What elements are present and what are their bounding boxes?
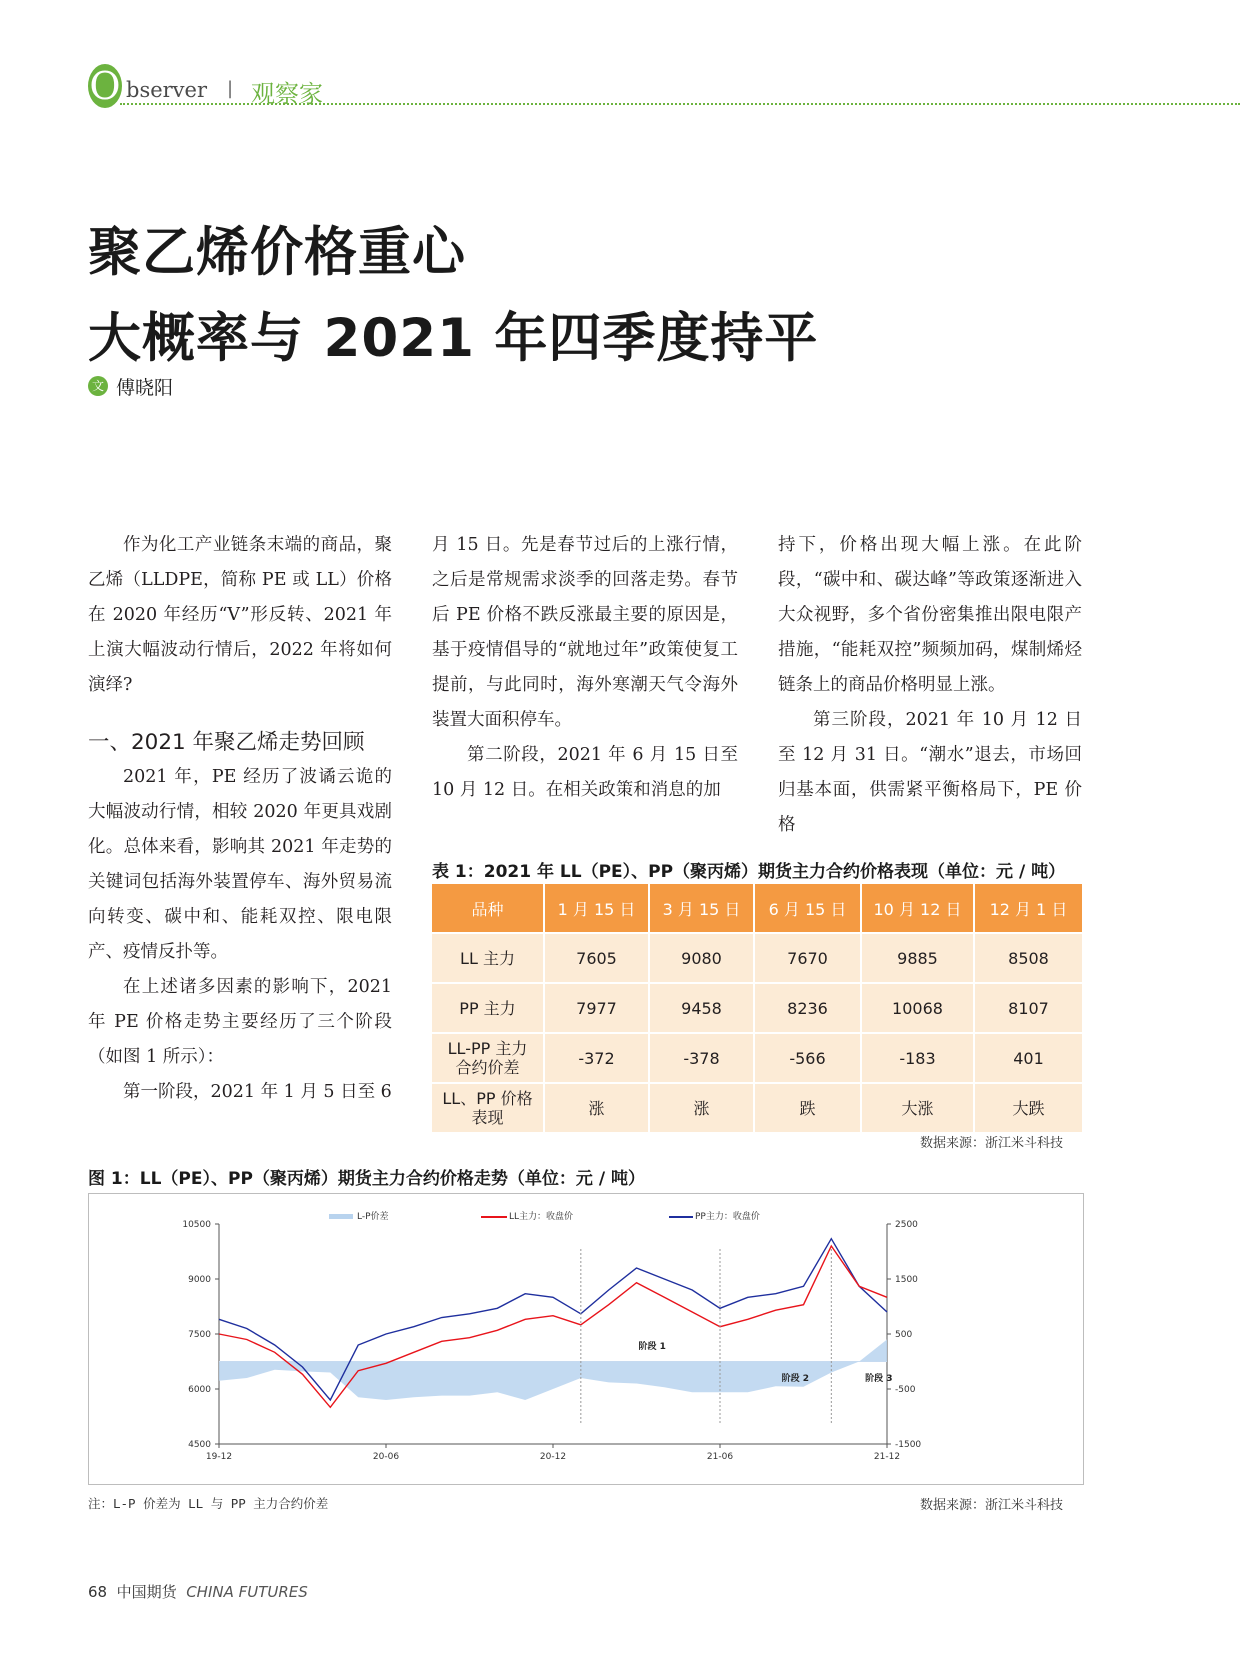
y-left-tick-label: 4500 <box>188 1440 211 1450</box>
y-right-tick-label: -500 <box>895 1385 916 1395</box>
table-cell: 涨 <box>544 1083 649 1132</box>
article-title-line1: 聚乙烯价格重心 <box>88 222 466 283</box>
paragraph: 作为化工产业链条末端的商品，聚乙烯（LLDPE，简称 PE 或 LL）价格在 2020 年经历“V”形反转、2021 年上演大幅波动行情后，2022 年将如何演绎? <box>88 535 392 695</box>
table-source: 数据来源：浙江米斗科技 <box>920 1136 1064 1151</box>
table-header-cell: 品种 <box>432 884 544 933</box>
text-column-3 <box>778 528 1082 843</box>
table-header-cell: 10 月 12 日 <box>861 884 974 933</box>
text-column-2 <box>432 528 738 808</box>
table-row <box>432 1083 1082 1132</box>
table-cell: 8508 <box>974 933 1082 983</box>
table-cell: 10068 <box>861 983 974 1033</box>
text-column-1 <box>88 528 392 1110</box>
table-caption: 表 1：2021 年 LL（PE）、PP（聚丙烯）期货主力合约价格表现（单位：元 / 吨） <box>432 862 1066 882</box>
author-name: 傅晓阳 <box>116 377 174 399</box>
table-cell: LL-PP 主力合约价差 <box>432 1033 544 1083</box>
paragraph: 持下，价格出现大幅上涨。在此阶段，“碳中和、碳达峰”等政策逐渐进入大众视野，多个省份密集推出限电限产措施，“能耗双控”频频加码，煤制烯烃链条上的商品价格明显上涨。 <box>778 535 1082 695</box>
table-cell: 9885 <box>861 933 974 983</box>
table-cell: 大涨 <box>861 1083 974 1132</box>
legend-spread-swatch <box>329 1214 353 1219</box>
magazine-name-en: CHINA FUTURES <box>186 1583 308 1601</box>
paragraph: 第三阶段，2021 年 10 月 12 日至 12 月 31 日。“潮水”退去，市场回归基本面，供需紧平衡格局下，PE 价格 <box>778 710 1082 835</box>
y-left-tick-label: 9000 <box>188 1275 211 1285</box>
table-cell: 8236 <box>754 983 861 1033</box>
magazine-name: 中国期货 <box>116 1583 177 1601</box>
price-chart <box>89 1194 1083 1484</box>
table-cell: -566 <box>754 1033 861 1083</box>
y-right-tick-label: -1500 <box>895 1440 922 1450</box>
section-label: 观察家 <box>251 80 323 108</box>
y-left-tick-label: 7500 <box>188 1330 211 1340</box>
table-header-cell: 6 月 15 日 <box>754 884 861 933</box>
table-row <box>432 933 1082 983</box>
paragraph: 第一阶段，2021 年 1 月 5 日至 6 <box>123 1082 392 1102</box>
table-cell: LL 主力 <box>432 933 544 983</box>
x-tick-label: 19-12 <box>205 1452 233 1462</box>
section-heading: 一、2021 年聚乙烯走势回顾 <box>88 730 365 755</box>
figure-frame <box>88 1193 1084 1485</box>
paragraph: 第二阶段，2021 年 6 月 15 日至 10 月 12 日。在相关政策和消息的加 <box>432 745 738 800</box>
paragraph: 在上述诸多因素的影响下，2021 年 PE 价格走势主要经历了三个阶段（如图 1 所示）： <box>88 977 392 1067</box>
table-cell: 7670 <box>754 933 861 983</box>
table-header-cell: 12 月 1 日 <box>974 884 1082 933</box>
x-tick-label: 21-06 <box>706 1452 734 1462</box>
table-cell: 涨 <box>649 1083 754 1132</box>
table-cell: 7977 <box>544 983 649 1033</box>
header-dotted-rule <box>120 103 1240 105</box>
article-title <box>88 210 818 382</box>
legend-pp-label: PP主力：收盘价 <box>695 1212 760 1222</box>
x-tick-label: 20-12 <box>539 1452 567 1462</box>
legend-ll-label: LL主力：收盘价 <box>509 1212 574 1222</box>
table-cell: 9080 <box>649 933 754 983</box>
stage-label: 阶段 3 <box>865 1374 893 1384</box>
table-header-cell: 1 月 15 日 <box>544 884 649 933</box>
table-header-row <box>432 884 1082 933</box>
page-number: 68 <box>88 1583 108 1601</box>
table-cell: 9458 <box>649 983 754 1033</box>
table-cell: 跌 <box>754 1083 861 1132</box>
table-cell: -372 <box>544 1033 649 1083</box>
table-cell: 大跌 <box>974 1083 1082 1132</box>
table-cell: -378 <box>649 1033 754 1083</box>
table-cell: 401 <box>974 1033 1082 1083</box>
table-cell: PP 主力 <box>432 983 544 1033</box>
figure-caption: 图 1：LL（PE）、PP（聚丙烯）期货主力合约价格走势（单位：元 / 吨） <box>88 1169 645 1189</box>
table-row <box>432 983 1082 1033</box>
spread-area <box>219 1340 887 1401</box>
table-cell: 8107 <box>974 983 1082 1033</box>
author-icon: 文 <box>88 376 108 396</box>
y-right-tick-label: 500 <box>895 1330 913 1340</box>
paragraph: 2021 年，PE 经历了波谲云诡的大幅波动行情，相较 2020 年更具戏剧化。总体来看，影响其 2021 年走势的关键词包括海外装置停车、海外贸易流向转变、碳中和、能耗双控、限电限产、疫情反扑等。 <box>88 767 392 962</box>
figure-note: 注：L-P 价差为 LL 与 PP 主力合约价差 <box>88 1496 329 1511</box>
legend-spread-label: L-P价差 <box>357 1212 389 1222</box>
table-cell: -183 <box>861 1033 974 1083</box>
table-cell: 7605 <box>544 933 649 983</box>
table-row <box>432 1033 1082 1083</box>
y-left-tick-label: 10500 <box>182 1220 211 1230</box>
y-right-tick-label: 1500 <box>895 1275 918 1285</box>
stage-label: 阶段 1 <box>638 1342 666 1352</box>
price-table <box>432 884 1082 1132</box>
observer-logo-word: bserver <box>126 78 208 102</box>
figure-source: 数据来源：浙江米斗科技 <box>920 1498 1064 1513</box>
page-footer <box>88 1581 308 1602</box>
paragraph: 月 15 日。先是春节过后的上涨行情，之后是常规需求淡季的回落走势。春节后 PE 价格不跌反涨最主要的原因是，基于疫情倡导的“就地过年”政策使复工提前，与此同时，海外寒潮天气令海外装置大面积停车。 <box>432 535 738 730</box>
table-cell: LL、PP 价格表现 <box>432 1083 544 1132</box>
observer-logo-circle: O <box>89 64 121 108</box>
x-tick-label: 21-12 <box>873 1452 901 1462</box>
table-header-cell: 3 月 15 日 <box>649 884 754 933</box>
stage-label: 阶段 2 <box>781 1374 810 1384</box>
x-tick-label: 20-06 <box>372 1452 400 1462</box>
y-left-tick-label: 6000 <box>188 1385 211 1395</box>
header-separator: | <box>227 78 234 99</box>
y-right-tick-label: 2500 <box>895 1220 918 1230</box>
article-title-line2: 大概率与 2021 年四季度持平 <box>88 308 819 369</box>
